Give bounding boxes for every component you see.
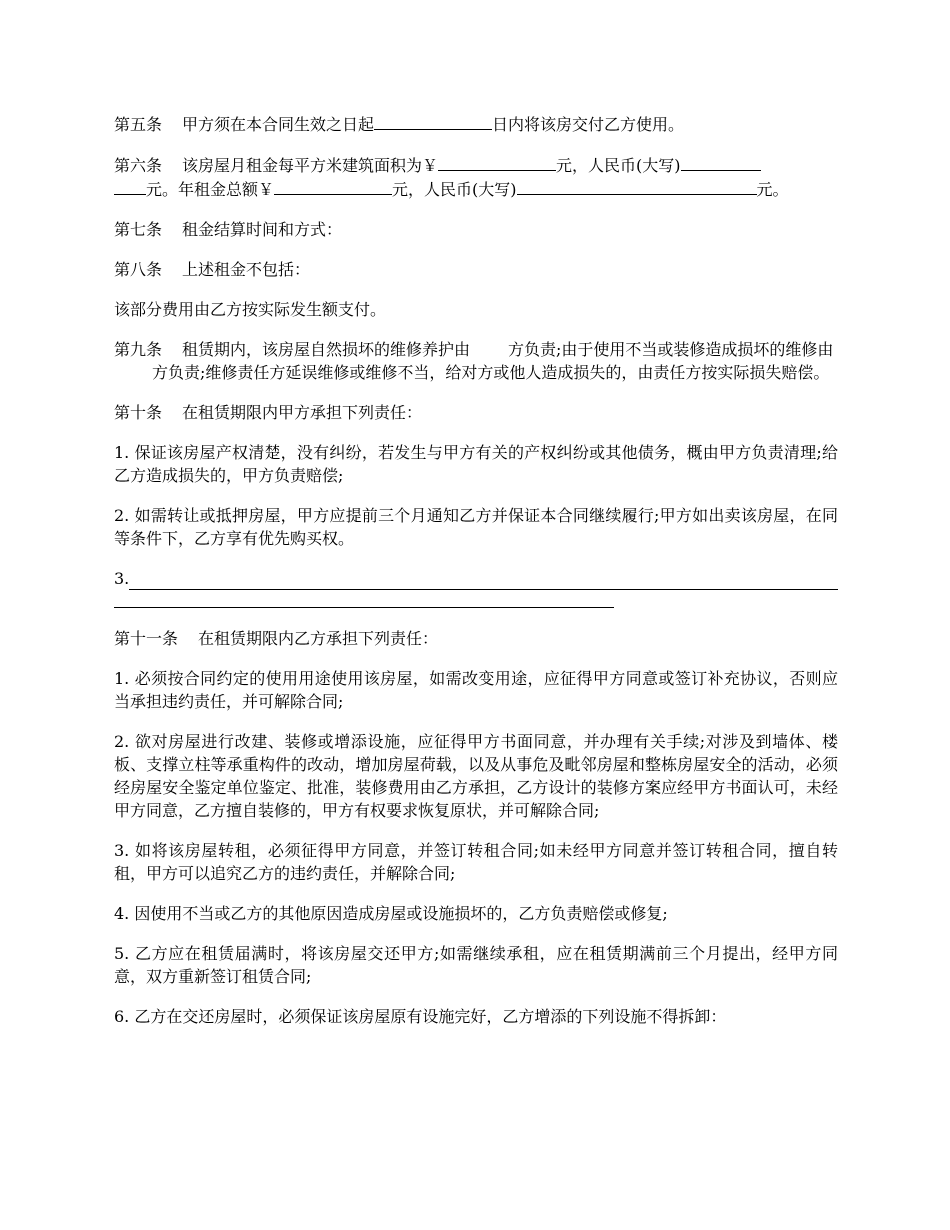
article-9-text-a: 租赁期内，该房屋自然损坏的维修养护由 (182, 340, 471, 359)
article-5-heading: 第五条 (114, 115, 163, 134)
monthly-rent-words-blank (681, 153, 761, 171)
article-6-text-b: 元，人民币(大写) (556, 156, 681, 175)
fee-note: 该部分费用由乙方按实际发生额支付。 (114, 300, 387, 319)
article-9-text-b: 方负责;由于使用不当或装修造成损坏的维修由 (508, 340, 834, 359)
article-7-text: 租金结算时间和方式： (182, 220, 343, 239)
article-10-heading: 第十条 (114, 403, 163, 422)
article-8-text: 上述租金不包括： (182, 260, 311, 279)
article-10-item-3-label: 3. (114, 569, 130, 588)
article-7 (114, 218, 838, 241)
article-5-text-a: 甲方须在本合同生效之日起 (182, 115, 375, 134)
article-6-text-d: 元，人民币(大写) (392, 180, 517, 199)
article-10-item: 1. 保证该房屋产权清楚，没有纠纷，若发生与甲方有关的产权纠纷或其他债务，概由甲方负责清理;给乙方造成损失的，甲方负责赔偿; (114, 443, 838, 485)
monthly-rent-blank (438, 153, 556, 171)
article-11-item: 6. 乙方在交还房屋时，必须保证该房屋原有设施完好，乙方增添的下列设施不得拆卸： (114, 1007, 727, 1026)
monthly-rent-words-blank-cont (114, 177, 146, 195)
article-6-heading: 第六条 (114, 156, 163, 175)
article-11-item: 4. 因使用不当或乙方的其他原因造成房屋或设施损坏的，乙方负责赔偿或修复; (114, 904, 668, 923)
article-6 (114, 153, 838, 201)
annual-rent-words-blank (517, 177, 757, 195)
article-11-heading: 第十一条 (114, 629, 179, 648)
article-8-heading: 第八条 (114, 260, 163, 279)
contract-page (114, 112, 838, 1045)
article-11-item: 5. 乙方应在租赁届满时，将该房屋交还甲方;如需继续承租，应在租赁期满前三个月提出，经甲方同意，双方重新签订租赁合同; (114, 944, 838, 986)
article-5-text-b: 日内将该房交付乙方使用。 (492, 115, 685, 134)
article-9-text-c: 方负责;维修责任方延误维修或维修不当，给对方或他人造成损失的，由责任方按实际损失赔偿。 (152, 363, 830, 382)
article-11-item: 2. 欲对房屋进行改建、装修或增添设施，应征得甲方书面同意，并办理有关手续;对涉及到墙体、楼板、支撑立柱等承重构件的改动，增加房屋荷载，以及从事危及毗邻房屋和整栋房屋安全的活动，必须经房屋安全鉴定单位鉴定、批准，装修费用由乙方承担，乙方设计的装修方案应经甲方书面认可，未经甲方同意，乙方擅自装修的，甲方有权要求恢复原状，并可解除合同; (114, 732, 838, 820)
article-6-text-c: 元。年租金总额￥ (146, 180, 275, 199)
article-10-item-3 (114, 567, 838, 608)
article-7-heading: 第七条 (114, 220, 163, 239)
item-3-blank-line-1 (129, 572, 838, 590)
article-11-item: 3. 如将该房屋转租，必须征得甲方同意，并签订转租合同;如未经甲方同意并签订转租合同，擅自转租，甲方可以追究乙方的违约责任，并解除合同; (114, 841, 838, 883)
article-10-text: 在租赁期限内甲方承担下列责任： (182, 403, 423, 422)
item-3-blank-line-2 (114, 590, 614, 608)
article-10-item: 2. 如需转让或抵押房屋，甲方应提前三个月通知乙方并保证本合同继续履行;甲方如出卖该房屋，在同等条件下，乙方享有优先购买权。 (114, 506, 838, 548)
article-5 (114, 112, 838, 136)
article-9-heading: 第九条 (114, 340, 163, 359)
article-11 (114, 627, 838, 650)
article-11-text: 在租赁期限内乙方承担下列责任： (198, 629, 439, 648)
article-10 (114, 401, 838, 424)
delivery-days-blank (374, 112, 492, 130)
article-8 (114, 258, 838, 281)
article-6-text-a: 该房屋月租金每平方米建筑面积为￥ (182, 156, 439, 175)
article-6-text-e: 元。 (756, 180, 789, 199)
article-9 (114, 338, 838, 384)
annual-rent-blank (274, 177, 392, 195)
article-11-item: 1. 必须按合同约定的使用用途使用该房屋，如需改变用途，应征得甲方同意或签订补充协议，否则应当承担违约责任，并可解除合同; (114, 669, 838, 711)
